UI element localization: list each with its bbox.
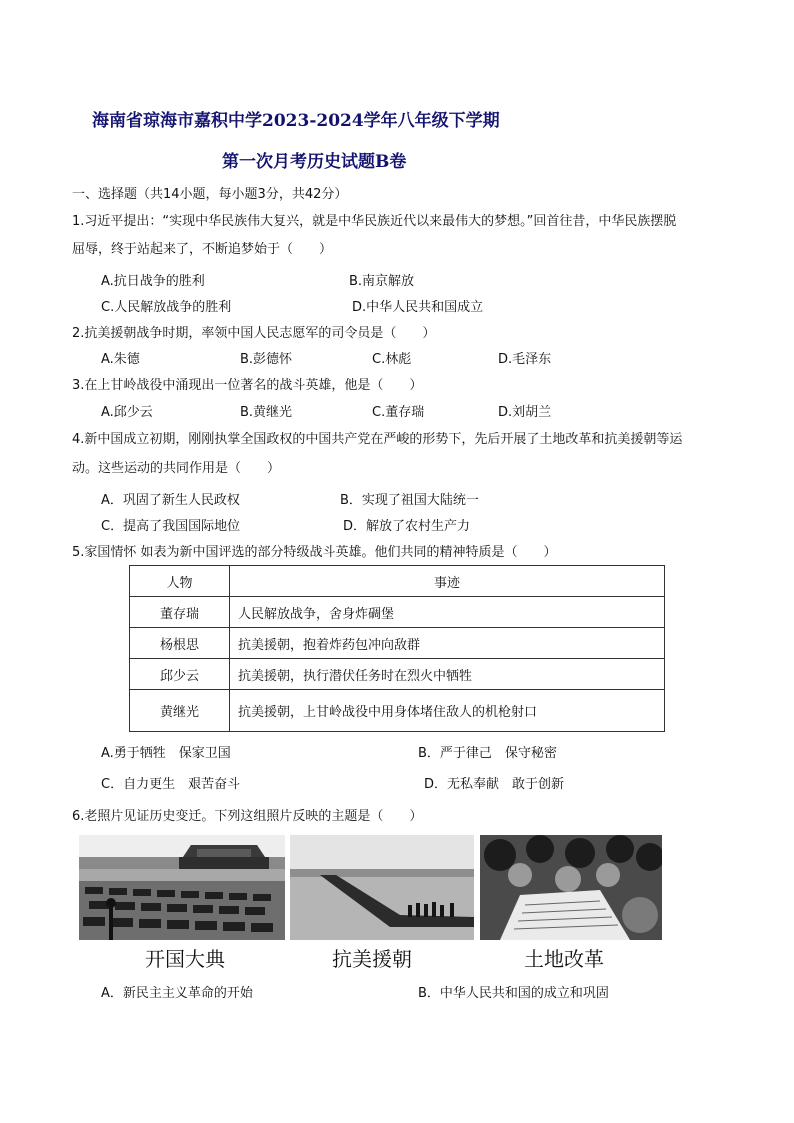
table-header-cell: 人物 — [130, 566, 230, 597]
table-cell: 抗美援朝，抱着炸药包冲向敌群 — [230, 628, 665, 659]
question-5-stem: 5.家国情怀 如表为新中国评选的部分特级战斗英雄。他们共同的精神特质是（ ） — [72, 545, 557, 560]
table-row — [130, 597, 665, 628]
question-5-option-a: A.勇于牺牲 保家卫国 — [101, 746, 231, 761]
question-3-option-a: A.邱少云 — [101, 405, 153, 420]
photo-caption-resist-america: 抗美援朝 — [332, 947, 412, 971]
question-4-stem-line2: 动。这些运动的共同作用是（ ） — [72, 461, 281, 476]
table-cell: 杨根思 — [130, 628, 230, 659]
table-row — [130, 690, 665, 732]
question-3-option-c: C.董存瑞 — [372, 405, 425, 420]
question-6-stem: 6.老照片见证历史变迁。下列这组照片反映的主题是（ ） — [72, 809, 423, 824]
question-4-stem-line1: 4.新中国成立初期，刚刚执掌全国政权的中国共产党在严峻的形势下，先后开展了土地改革和抗美援朝等运 — [72, 432, 683, 447]
land-reform-photo — [480, 835, 662, 940]
table-header-cell: 事迹 — [230, 566, 665, 597]
table-cell: 抗美援朝，执行潜伏任务时在烈火中牺牲 — [230, 659, 665, 690]
table-row — [130, 628, 665, 659]
table-row — [130, 659, 665, 690]
question-1-stem-line1: 1.习近平提出：“实现中华民族伟大复兴，就是中华民族近代以来最伟大的梦想。”回首往昔，中华民族摆脱 — [72, 214, 677, 229]
resist-america-photo — [290, 835, 474, 940]
question-3-stem: 3.在上甘岭战役中涌现出一位著名的战斗英雄，他是（ ） — [72, 378, 423, 393]
question-1-option-c: C.人民解放战争的胜利 — [101, 300, 232, 315]
question-3-option-b: B.黄继光 — [240, 405, 293, 420]
question-6-option-a: A．新民主主义革命的开始 — [101, 986, 253, 1001]
question-1-option-a: A.抗日战争的胜利 — [101, 274, 205, 289]
table-cell: 黄继光 — [130, 690, 230, 732]
table-cell: 抗美援朝，上甘岭战役中用身体堵住敌人的机枪射口 — [230, 690, 665, 732]
question-4-option-b: B．实现了祖国大陆统一 — [340, 493, 479, 508]
founding-ceremony-photo — [79, 835, 285, 940]
question-6-option-b: B．中华人民共和国的成立和巩固 — [418, 986, 609, 1001]
question-2-option-a: A.朱德 — [101, 352, 140, 367]
question-3-option-d: D.刘胡兰 — [498, 405, 552, 420]
question-2-stem: 2.抗美援朝战争时期，率领中国人民志愿军的司令员是（ ） — [72, 326, 436, 341]
photo-caption-founding: 开国大典 — [145, 947, 225, 971]
question-4-option-a: A．巩固了新生人民政权 — [101, 493, 240, 508]
table-cell: 董存瑞 — [130, 597, 230, 628]
question-4-option-d: D．解放了农村生产力 — [343, 519, 471, 534]
question-2-option-d: D.毛泽东 — [498, 352, 552, 367]
page-title-line2: 第一次月考历史试题B卷 — [222, 152, 407, 172]
question-5-option-c: C．自力更生 艰苦奋斗 — [101, 777, 241, 792]
table-cell: 人民解放战争，舍身炸碉堡 — [230, 597, 665, 628]
table-header-row — [130, 566, 665, 597]
section-heading: 一、选择题（共14小题，每小题3分，共42分） — [72, 187, 348, 202]
question-2-option-b: B.彭德怀 — [240, 352, 293, 367]
question-2-option-c: C.林彪 — [372, 352, 412, 367]
question-5-option-b: B．严于律己 保守秘密 — [418, 746, 557, 761]
question-1-stem-line2: 屈辱，终于站起来了，不断追梦始于（ ） — [72, 242, 333, 257]
question-1-option-b: B.南京解放 — [349, 274, 415, 289]
table-cell: 邱少云 — [130, 659, 230, 690]
heroes-table — [129, 565, 665, 732]
photo-caption-land-reform: 土地改革 — [524, 947, 604, 971]
page-title-line1: 海南省琼海市嘉积中学2023-2024学年八年级下学期 — [92, 111, 500, 131]
question-5-option-d: D．无私奉献 敢于创新 — [424, 777, 565, 792]
question-1-option-d: D.中华人民共和国成立 — [352, 300, 484, 315]
question-4-option-c: C．提高了我国国际地位 — [101, 519, 241, 534]
